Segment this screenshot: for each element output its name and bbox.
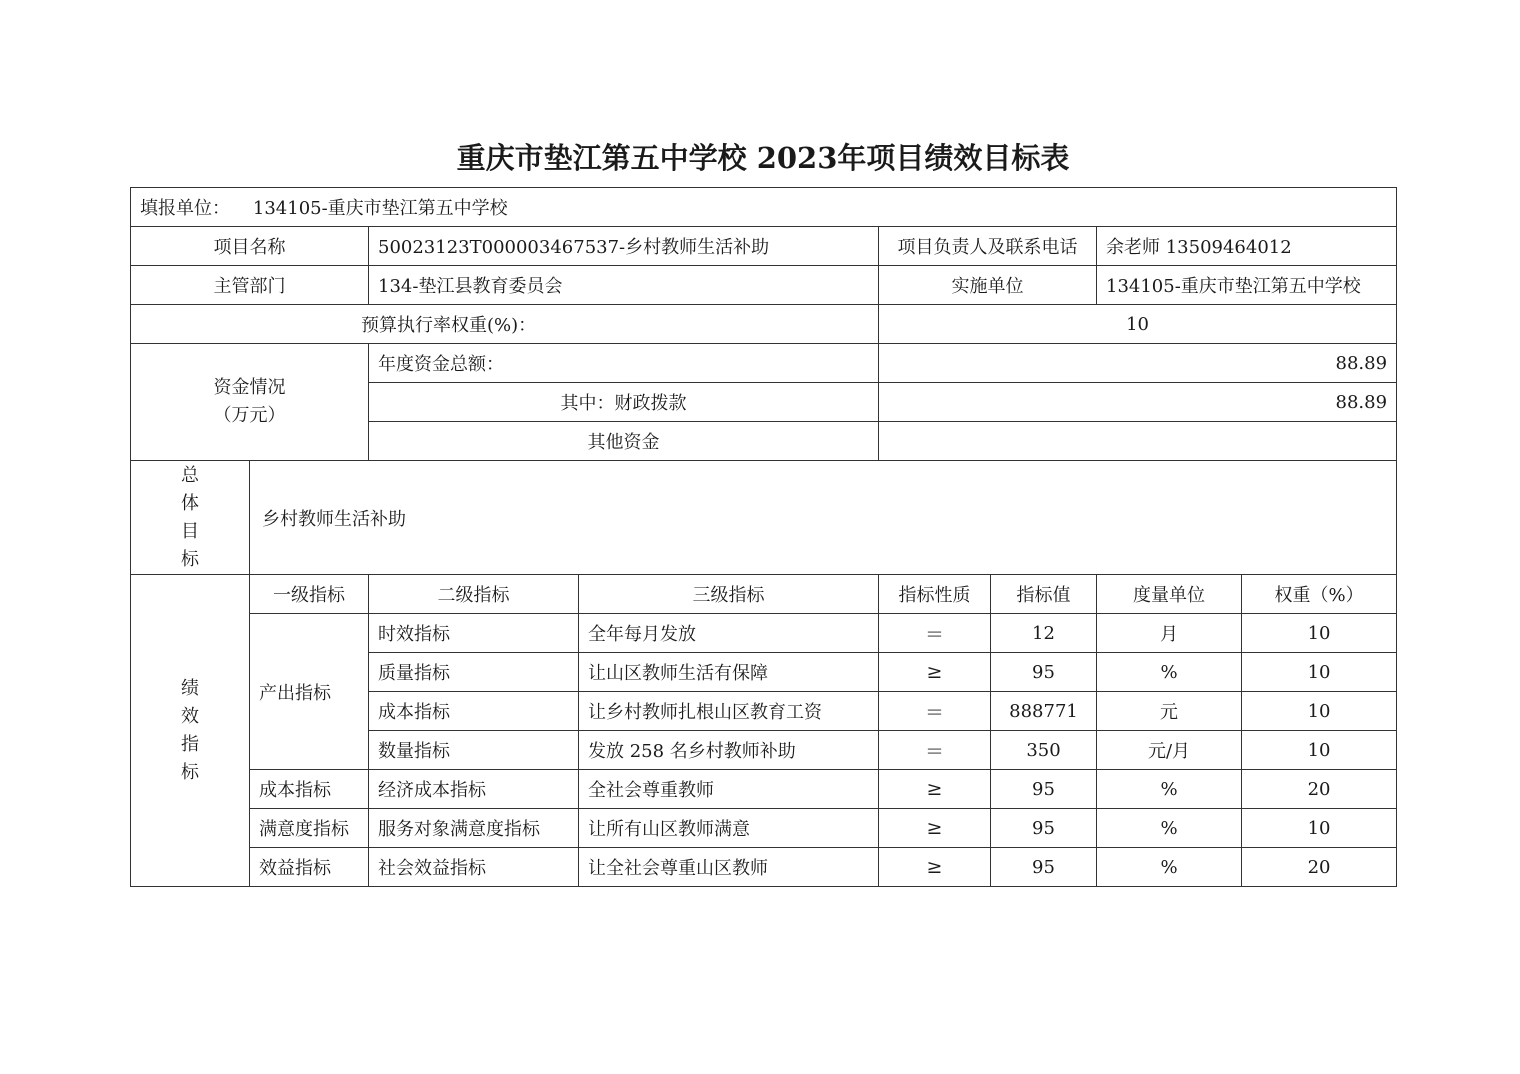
- page-title: 重庆市垫江第五中学校 2023年项目绩效目标表: [456, 141, 1070, 175]
- perf-label: [131, 575, 250, 887]
- weight-cell: 20: [1242, 770, 1397, 809]
- header-level2: 二级指标: [369, 575, 579, 614]
- perf-label-char: 指: [181, 733, 199, 755]
- fiscal-funds-label: 其中：财政拨款: [369, 383, 879, 422]
- filler-row: [131, 188, 1397, 227]
- project-name-value: 50023123T000003467537-乡村教师生活补助: [369, 227, 879, 266]
- weight-cell: 20: [1242, 848, 1397, 887]
- nature-cell: ＝: [879, 731, 991, 770]
- weight-cell: 10: [1242, 809, 1397, 848]
- overall-goal-char: 目: [181, 520, 199, 542]
- unit-cell: %: [1097, 653, 1242, 692]
- level3-cell: 让所有山区教师满意: [579, 809, 879, 848]
- weight-cell: 10: [1242, 653, 1397, 692]
- weight-cell: 10: [1242, 692, 1397, 731]
- level3-cell: 让全社会尊重山区教师: [579, 848, 879, 887]
- level2-cell: 数量指标: [369, 731, 579, 770]
- unit-cell: %: [1097, 770, 1242, 809]
- header-nature: 指标性质: [879, 575, 991, 614]
- weight-cell: 10: [1242, 614, 1397, 653]
- level3-cell: 让乡村教师扎根山区教育工资: [579, 692, 879, 731]
- contact-value: 余老师 13509464012: [1097, 227, 1397, 266]
- level1-cell: 满意度指标: [250, 809, 369, 848]
- contact-label: 项目负责人及联系电话: [879, 227, 1097, 266]
- other-funds-value: [879, 422, 1397, 461]
- budget-weight-row: [131, 305, 1397, 344]
- overall-goal-value: 乡村教师生活补助: [250, 461, 1397, 575]
- value-cell: 95: [991, 848, 1097, 887]
- value-cell: 12: [991, 614, 1097, 653]
- dept-value: 134-垫江县教育委员会: [369, 266, 879, 305]
- overall-goal-label: [131, 461, 250, 575]
- value-cell: 95: [991, 770, 1097, 809]
- unit-cell: 月: [1097, 614, 1242, 653]
- filler-cell: [131, 188, 1397, 227]
- unit-cell: 元/月: [1097, 731, 1242, 770]
- nature-cell: ≥: [879, 809, 991, 848]
- funds-label: [131, 344, 369, 461]
- overall-goal-char: 标: [181, 548, 199, 570]
- header-level3: 三级指标: [579, 575, 879, 614]
- level3-cell: 发放 258 名乡村教师补助: [579, 731, 879, 770]
- level1-cell: 产出指标: [250, 614, 369, 770]
- level2-cell: 时效指标: [369, 614, 579, 653]
- level2-cell: 成本指标: [369, 692, 579, 731]
- level2-cell: 社会效益指标: [369, 848, 579, 887]
- table-row: [131, 848, 1397, 887]
- level1-cell: 效益指标: [250, 848, 369, 887]
- weight-cell: 10: [1242, 731, 1397, 770]
- table-row: [131, 770, 1397, 809]
- project-name-row: [131, 227, 1397, 266]
- unit-cell: 元: [1097, 692, 1242, 731]
- nature-cell: ≥: [879, 770, 991, 809]
- overall-goal-row: [131, 461, 1397, 575]
- value-cell: 888771: [991, 692, 1097, 731]
- nature-cell: ＝: [879, 614, 991, 653]
- header-value: 指标值: [991, 575, 1097, 614]
- value-cell: 95: [991, 653, 1097, 692]
- header-level1: 一级指标: [250, 575, 369, 614]
- perf-label-char: 效: [181, 705, 199, 727]
- overall-goal-char: 总: [181, 464, 199, 486]
- annual-funds-value: 88.89: [879, 344, 1397, 383]
- value-cell: 350: [991, 731, 1097, 770]
- value-cell: 95: [991, 809, 1097, 848]
- project-name-label: 项目名称: [131, 227, 369, 266]
- table-row: [131, 809, 1397, 848]
- level1-cell: 成本指标: [250, 770, 369, 809]
- filler-value: 134105-重庆市垫江第五中学校: [252, 198, 508, 219]
- perf-label-char: 绩: [181, 677, 199, 699]
- budget-weight-label: 预算执行率权重(%)：: [131, 305, 879, 344]
- budget-weight-value: 10: [879, 305, 1397, 344]
- funds-annual-row: [131, 344, 1397, 383]
- annual-funds-label: 年度资金总额：: [369, 344, 879, 383]
- level3-cell: 让山区教师生活有保障: [579, 653, 879, 692]
- level2-cell: 经济成本指标: [369, 770, 579, 809]
- other-funds-label: 其他资金: [369, 422, 879, 461]
- table-row: [131, 614, 1397, 653]
- overall-goal-char: 体: [181, 492, 199, 514]
- funds-label-line1: 资金情况: [213, 377, 286, 398]
- header-unit: 度量单位: [1097, 575, 1242, 614]
- perf-label-char: 标: [181, 761, 199, 783]
- filler-label: 填报单位：: [140, 198, 230, 219]
- perf-header-row: [131, 575, 1397, 614]
- dept-row: [131, 266, 1397, 305]
- nature-cell: ≥: [879, 653, 991, 692]
- funds-label-line2: （万元）: [213, 405, 286, 426]
- unit-cell: %: [1097, 848, 1242, 887]
- impl-unit-value: 134105-重庆市垫江第五中学校: [1097, 266, 1397, 305]
- level2-cell: 质量指标: [369, 653, 579, 692]
- level2-cell: 服务对象满意度指标: [369, 809, 579, 848]
- level3-cell: 全年每月发放: [579, 614, 879, 653]
- fiscal-funds-value: 88.89: [879, 383, 1397, 422]
- dept-label: 主管部门: [131, 266, 369, 305]
- impl-unit-label: 实施单位: [879, 266, 1097, 305]
- level3-cell: 全社会尊重教师: [579, 770, 879, 809]
- unit-cell: %: [1097, 809, 1242, 848]
- nature-cell: ＝: [879, 692, 991, 731]
- performance-table: [130, 187, 1397, 887]
- header-weight: 权重（%）: [1242, 575, 1397, 614]
- nature-cell: ≥: [879, 848, 991, 887]
